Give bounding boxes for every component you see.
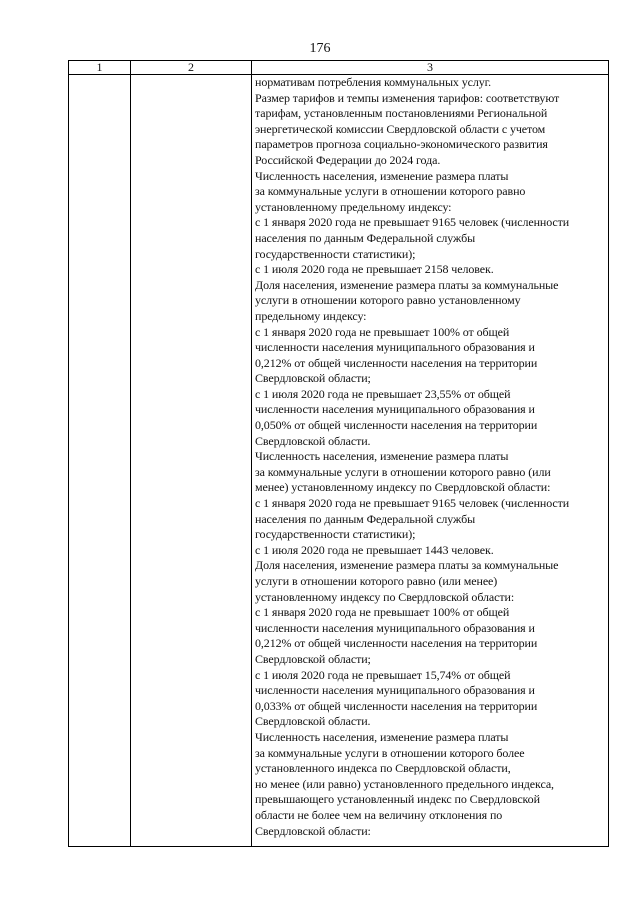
- text-line: области не более чем на величину отклонения по: [255, 807, 503, 822]
- text-line: нормативам потребления коммунальных услуг.: [255, 75, 491, 89]
- text-line: за коммунальные услуги в отношении которого более: [255, 745, 525, 760]
- text-line: с 1 января 2020 года не превышает 100% от общей: [255, 324, 510, 339]
- text-line: государственности статистики);: [255, 246, 416, 261]
- text-line: но менее (или равно) установленного предельного индекса,: [255, 776, 554, 791]
- text-line: Численность населения, изменение размера платы: [255, 168, 509, 183]
- text-line: Численность населения, изменение размера платы: [255, 729, 509, 744]
- text-line: тарифам, установленным постановлениями Региональной: [255, 106, 548, 121]
- column-2-cell: [131, 75, 252, 847]
- text-line: Свердловской области;: [255, 371, 371, 386]
- text-line: Размер тарифов и темпы изменения тарифов: соответствуют: [255, 90, 560, 105]
- page-number: 176: [309, 41, 331, 56]
- text-line: с 1 января 2020 года не превышает 9165 человек (численности: [255, 496, 570, 511]
- table-row: [69, 75, 609, 847]
- text-line: Свердловской области.: [255, 433, 371, 448]
- text-line: численности населения муниципального образования и: [255, 620, 535, 635]
- text-line: населения по данным Федеральной службы: [255, 230, 476, 245]
- text-line: с 1 июля 2020 года не превышает 2158 человек.: [255, 262, 494, 277]
- text-line: менее) установленному индексу по Свердловской области:: [255, 480, 551, 495]
- text-line: за коммунальные услуги в отношении которого равно (или: [255, 464, 551, 479]
- column-1-cell: [69, 75, 131, 847]
- text-line: численности населения муниципального образования и: [255, 683, 535, 698]
- text-line: с 1 июля 2020 года не превышает 15,74% от общей: [255, 667, 511, 682]
- text-line: 0,050% от общей численности населения на территории: [255, 418, 538, 433]
- text-line: Доля населения, изменение размера платы за коммунальные: [255, 277, 559, 292]
- text-line: Свердловской области.: [255, 714, 371, 729]
- text-line: услуги в отношении которого равно (или менее): [255, 574, 498, 588]
- text-line: 0,212% от общей численности населения на территории: [255, 636, 538, 651]
- text-line: установленного индекса по Свердловской области,: [255, 761, 511, 776]
- column-header-1: 1: [69, 61, 131, 75]
- table-header-row: [69, 61, 609, 75]
- column-3-cell: [252, 75, 609, 847]
- text-line: установленному индексу по Свердловской области:: [255, 589, 515, 604]
- text-line: населения по данным Федеральной службы: [255, 511, 476, 526]
- text-line: с 1 января 2020 года не превышает 100% от общей: [255, 605, 510, 620]
- text-line: государственности статистики);: [255, 527, 416, 542]
- text-line: Российской Федерации до 2024 года.: [255, 152, 441, 167]
- text-line: 0,033% от общей численности населения на территории: [255, 698, 538, 713]
- text-line: Численность населения, изменение размера платы: [255, 449, 509, 464]
- text-line: параметров прогноза социально-экономического развития: [255, 137, 548, 152]
- text-line: Свердловской области;: [255, 651, 371, 666]
- text-line: 0,212% от общей численности населения на территории: [255, 355, 538, 370]
- text-line: услуги в отношении которого равно установленному: [255, 293, 521, 308]
- text-line: Доля населения, изменение размера платы за коммунальные: [255, 558, 559, 573]
- text-line: численности населения муниципального образования и: [255, 340, 535, 355]
- document-table: [68, 60, 609, 847]
- text-line: с 1 июля 2020 года не превышает 23,55% от общей: [255, 386, 511, 401]
- text-line: установленному предельному индексу:: [255, 199, 452, 214]
- text-line: численности населения муниципального образования и: [255, 402, 535, 417]
- text-line: Свердловской области:: [255, 823, 371, 838]
- text-line: за коммунальные услуги в отношении которого равно: [255, 184, 526, 199]
- column-header-3: 3: [252, 61, 609, 75]
- text-line: превышающего установленный индекс по Свердловской: [255, 792, 540, 807]
- text-line: предельному индексу:: [255, 308, 367, 323]
- text-line: с 1 января 2020 года не превышает 9165 человек (численности: [255, 215, 570, 230]
- text-line: энергетической комиссии Свердловской области с учетом: [255, 121, 546, 136]
- text-line: с 1 июля 2020 года не превышает 1443 человек.: [255, 542, 494, 557]
- column-header-2: 2: [131, 61, 252, 75]
